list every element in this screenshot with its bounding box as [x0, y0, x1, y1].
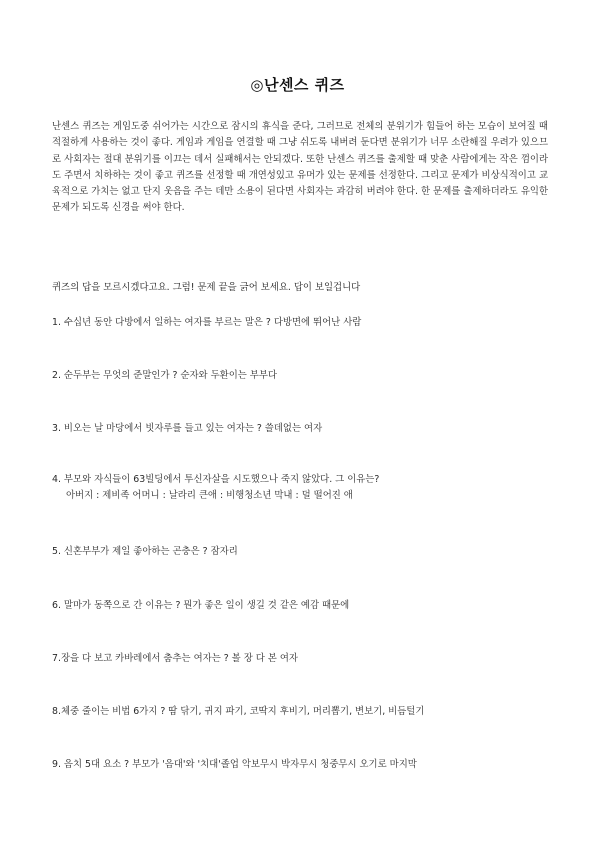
quiz-item — [52, 421, 552, 437]
question-text: 1. 수십년 동안 다방에서 일하는 여자를 부르는 말은 ? 다방면에 뛰어난 사람 — [52, 317, 362, 328]
quiz-item — [52, 757, 552, 773]
question-text: 7.장을 다 보고 카바레에서 춤추는 여자는 ? 볼 장 다 본 여자 — [52, 653, 298, 664]
question-text: 5. 신혼부부가 제일 좋아하는 곤충은 ? 잠자리 — [52, 546, 238, 557]
quiz-item — [52, 315, 552, 331]
quiz-item — [52, 704, 552, 720]
quiz-item — [52, 651, 552, 667]
quiz-item — [52, 544, 552, 560]
quiz-item — [52, 472, 552, 504]
lead-sentence: 퀴즈의 답을 모르시겠다고요. 그럼! 문제 끝을 긁어 보세요. 답이 보일겁니다 — [52, 282, 361, 293]
intro-paragraph: 난센스 퀴즈는 게임도중 쉬어가는 시간으로 잠시의 휴식을 준다, 그러므로 전체의 분위기가 힘들어 하는 모습이 보여질 때 적절하게 사용하는 것이 좋다. 게임과 게임을 연결할 때 그냥 쉬도록 내버려 둔다면 분위기가 너무 소란해질 우려가 있으므로 사회자는 절대 분위기를 이끄는 데서 실패해서는 안되겠다. 또한 난센스 퀴즈를 출제할 때 맞춘 사람에게는 작은 껌이라도 주면서 치하하는 것이 좋고 퀴즈를 선정할 때 개연성있고 유머가 있는 문제를 선정한다. 그리고 문제가 비상식적이고 교육적으로 가치는 없고 단지 웃음을 주는 데만 소용이 된다면 사회자는 과감히 버려야 한다. 한 문제를 출제하더라도 유익한 문제가 되도록 신경을 써야 한다. — [52, 121, 548, 214]
question-answer-line: 아버지 : 제비족 어머니 : 날라리 큰애 : 비행청소년 막내 : 덜 떨어진 애 — [66, 490, 353, 501]
question-text: 9. 음치 5대 요소 ? 부모가 '음대'와 '치대'졸업 악보무시 박자무시 청중무시 오기로 마지막 — [52, 759, 417, 770]
question-text: 4. 부모와 자식들이 63빌딩에서 투신자살을 시도했으나 죽지 않았다. 그 이유는? — [52, 474, 380, 485]
quiz-item — [52, 368, 552, 384]
question-text: 3. 비오는 날 마당에서 빗자루를 들고 있는 여자는 ? 쓸데없는 여자 — [52, 423, 323, 434]
question-text: 2. 순두부는 무엇의 준말인가 ? 순자와 두환이는 부부다 — [52, 370, 277, 381]
quiz-item — [52, 598, 552, 614]
question-text: 6. 말마가 동쪽으로 간 이유는 ? 뭔가 좋은 일이 생길 것 같은 예감 때문에 — [52, 600, 350, 611]
page-title: ◎난센스 퀴즈 — [250, 76, 345, 94]
question-text: 8.체중 줄이는 비법 6가지 ? 땀 닦기, 귀지 파기, 코딱지 후비기, 머리뽑기, 변보기, 비듬털기 — [52, 706, 425, 717]
